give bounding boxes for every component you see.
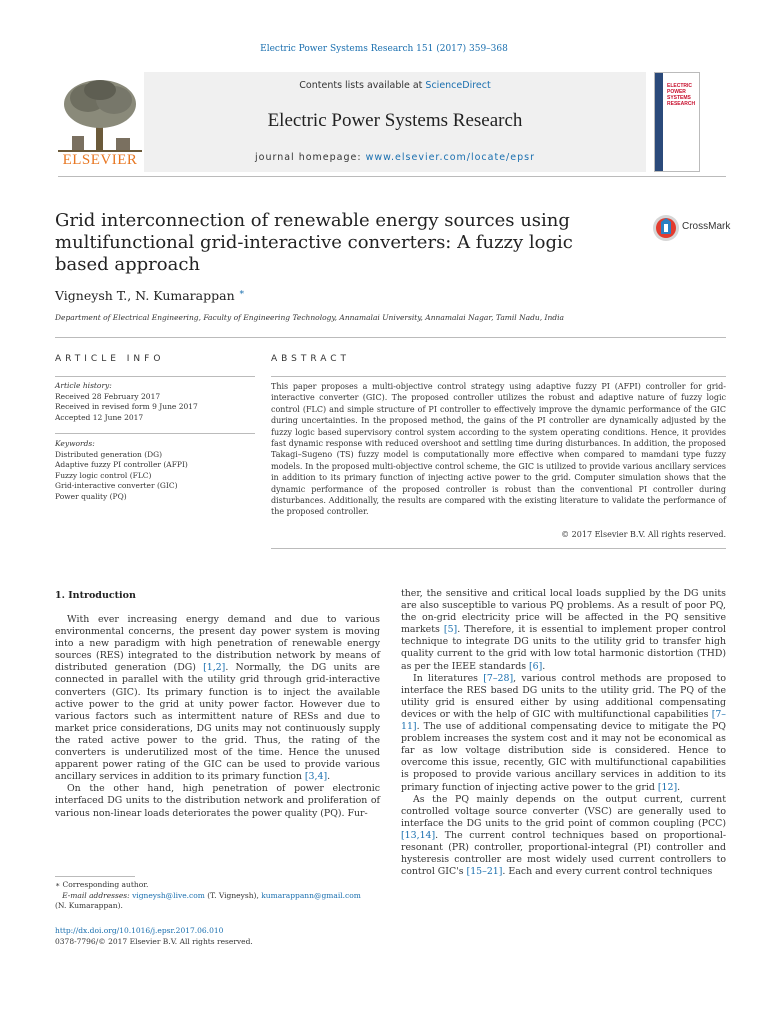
journal-title: Electric Power Systems Research: [267, 110, 523, 131]
paragraph: On the other hand, high penetration of power electronic interfaced DG units to the distribution network and proliferation of various non-linear loads deteriorates the power quality (PQ). Fur-: [55, 783, 380, 819]
journal-banner: [58, 72, 646, 172]
journal-reference[interactable]: Electric Power Systems Research 151 (2017) 359–368: [260, 44, 508, 54]
text-run: As the PQ mainly depends on the output current, current controlled voltage source converter (VSC) are generally used to interface the DG units to the grid point of common coupling (PCC): [401, 793, 726, 829]
keyword-item: Adaptive fuzzy PI controller (AFPI): [55, 460, 188, 469]
email-name: (T. Vigneysh),: [204, 890, 262, 900]
text-run: .: [677, 781, 681, 793]
article-history: [55, 381, 255, 423]
crossmark-label: CrossMark: [682, 221, 731, 232]
body-column-right: [401, 588, 726, 878]
journal-homepage: [144, 152, 646, 163]
elsevier-logo[interactable]: [58, 72, 142, 172]
corresponding-author-note: ∗ Corresponding author.: [55, 880, 149, 889]
citation-link[interactable]: [15–21]: [466, 866, 503, 878]
email-label: E-mail addresses:: [62, 890, 133, 900]
text-run: With ever increasing energy demand and due to various environmental concerns, the present day power system is moving into a new paradigm with high penetration of renewable energy sources (RES) integrated to the distribution network by means of distributed generation (DG): [55, 614, 380, 674]
citation-link[interactable]: [5]: [443, 624, 458, 636]
paragraph: [55, 614, 380, 783]
text-run: ther, the sensitive and critical local loads supplied by the DG units are also susceptible to various PQ problems. As a result of poor PQ, the on-grid electricity price will be affected in the PQ sensitive markets: [401, 588, 726, 636]
cover-title: ELECTRIC POWER SYSTEMS RESEARCH: [667, 83, 696, 107]
history-item: Received in revised form 9 June 2017: [55, 402, 198, 411]
text-run: .: [327, 771, 331, 783]
text-run: . The current control techniques based on proportional-resonant (PR) controller, proportional-integral (PI) controller and hysteresis controller are most widely used current controllers to control GIC's: [401, 829, 726, 878]
divider: [271, 376, 726, 377]
email-name: (N. Kumarappan).: [55, 901, 123, 910]
corresponding-author-mark[interactable]: ∗: [238, 288, 245, 298]
doi-block: [55, 926, 380, 947]
keywords-label: Keywords:: [55, 439, 95, 448]
crossmark-badge[interactable]: [652, 214, 732, 244]
text-run: . The use of additional compensating device to mitigate the PQ problem increases the system cost and it may not be economical as far as low voltage distribution side is considered. Hence to overcome this issue, recently, GIC with multifunctional capabilities is proposed to provide various ancillary services in addition to its primary function of injecting active power to the grid: [401, 721, 726, 793]
elsevier-wordmark: ELSEVIER: [62, 152, 138, 168]
abstract-copyright: © 2017 Elsevier B.V. All rights reserved.: [561, 530, 726, 539]
paragraph: [401, 588, 726, 673]
footnote-divider: [55, 876, 135, 877]
footnote: [55, 880, 380, 912]
article-info-heading: ARTICLE INFO: [55, 354, 165, 364]
crossmark-icon: [652, 214, 680, 242]
affiliation: Department of Electrical Engineering, Faculty of Engineering Technology, Annamalai University, Annamalai Nagar, Tamil Nadu, India: [55, 313, 564, 322]
divider: [58, 176, 726, 177]
divider: [55, 337, 726, 338]
citation-link[interactable]: [7–28]: [483, 672, 514, 684]
divider: [55, 376, 255, 377]
homepage-prefix: journal homepage:: [255, 152, 366, 163]
email-link[interactable]: kumarappann@gmail.com: [261, 890, 361, 900]
citation-link[interactable]: [6]: [529, 660, 543, 672]
text-run: In literatures: [413, 672, 484, 684]
article-title: Grid interconnection of renewable energy sources using multifunctional grid-interactive converters: A fuzzy logic based approach: [55, 210, 573, 275]
citation-link[interactable]: [1,2]: [203, 662, 226, 674]
section-heading: 1. Introduction: [55, 590, 136, 601]
authors-text: Vigneysh T., N. Kumarappan: [55, 288, 235, 304]
paragraph: [401, 673, 726, 794]
keyword-item: Distributed generation (DG): [55, 449, 163, 459]
history-item: Accepted 12 June 2017: [55, 412, 144, 422]
citation-link[interactable]: [3,4]: [304, 771, 328, 783]
divider: [55, 433, 255, 434]
email-line: [55, 891, 380, 902]
text-run: . Therefore, it is essential to implement proper control technique to integrate DG units to the utility grid to transfer high quality current to the grid with low total harmonic distortion (THD) as per the IEEE standards: [401, 624, 726, 672]
abstract-text: This paper proposes a multi-objective control strategy using adaptive fuzzy PI (AFPI) controller for grid-interactive converter (GIC). The proposed controller utilizes the robust and adaptive nature of fuzzy logic control (FLC) and simple structure of PI controller to effectively improve the dynamic performance of the GIC during uncertainties. In the proposed method, the gains of the PI controller are dynamically adjusted by the fuzzy logic based supervisory control system according to the system operating conditions. Hence, it provides fast dynamic response with reduced overshoot and settling time during disturbances. In addition, the proposed Takagi–Sugeno (TS) fuzzy model is computationally more effective when compared to mamdani type fuzzy models. In the proposed multi-objective control scheme, the GIC is utilized to provide various ancillary services in addition to its primary function of injecting active power to the grid. Computer simulation shows that the dynamic performance of the proposed controller is robust than the conventional PI controller during disturbances. Additionally, the results are compared with the existing literature to validate the performance of the proposed controller.: [271, 382, 726, 517]
author-list: [55, 288, 245, 303]
sciencedirect-link[interactable]: ScienceDirect: [425, 80, 491, 91]
keyword-item: Fuzzy logic control (FLC): [55, 470, 152, 480]
keyword-item: Power quality (PQ): [55, 491, 127, 501]
text-run: .: [542, 660, 546, 672]
email-link[interactable]: vigneysh@live.com: [132, 890, 205, 900]
divider: [271, 548, 726, 549]
text-run: . Normally, the DG units are connected in parallel with the utility grid through grid-interactive converters (GIC). Its primary function is to inject the available active power to the grid at unity power factor. However due to various factors such as intermittent nature of RESs and due to market price considerations, DG units may not continuously supply the rated active power to the grid. Thus, the rating of the converters is underutilized most of the time. Hence the unused apparent power rating of the GIC can be used to provide various ancillary services in addition to its primary function: [55, 662, 380, 783]
history-label: Article history:: [55, 381, 112, 390]
body-column-left: [55, 614, 380, 820]
homepage-link[interactable]: www.elsevier.com/locate/epsr: [365, 152, 535, 163]
keyword-item: Grid-interactive converter (GIC): [55, 481, 178, 490]
journal-cover-thumbnail[interactable]: [654, 72, 700, 172]
elsevier-tree-icon: [58, 76, 142, 152]
banner-center: [144, 72, 646, 172]
citation-link[interactable]: [7–11]: [401, 708, 726, 733]
citation-link[interactable]: [13,14]: [401, 829, 436, 841]
abstract-heading: ABSTRACT: [271, 354, 351, 364]
text-run: . Each and every current control techniques: [502, 866, 713, 878]
paragraph: [401, 794, 726, 879]
cover-band: [655, 73, 663, 171]
contents-line: [144, 80, 646, 91]
history-item: Received 28 February 2017: [55, 391, 161, 401]
keywords: [55, 439, 255, 502]
text-run: , various control methods are proposed to interface the RES based DG units to the utility grid. The PQ of the utility grid is ensured either by using additional compensating devices or with the help of GIC with multifunctional capabilities: [401, 672, 726, 720]
issn-line: 0378-7796/© 2017 Elsevier B.V. All rights reserved.: [55, 936, 253, 946]
doi-link[interactable]: http://dx.doi.org/10.1016/j.epsr.2017.06.010: [55, 926, 224, 935]
contents-prefix: Contents lists available at: [299, 80, 426, 91]
citation-link[interactable]: [12]: [657, 781, 678, 793]
